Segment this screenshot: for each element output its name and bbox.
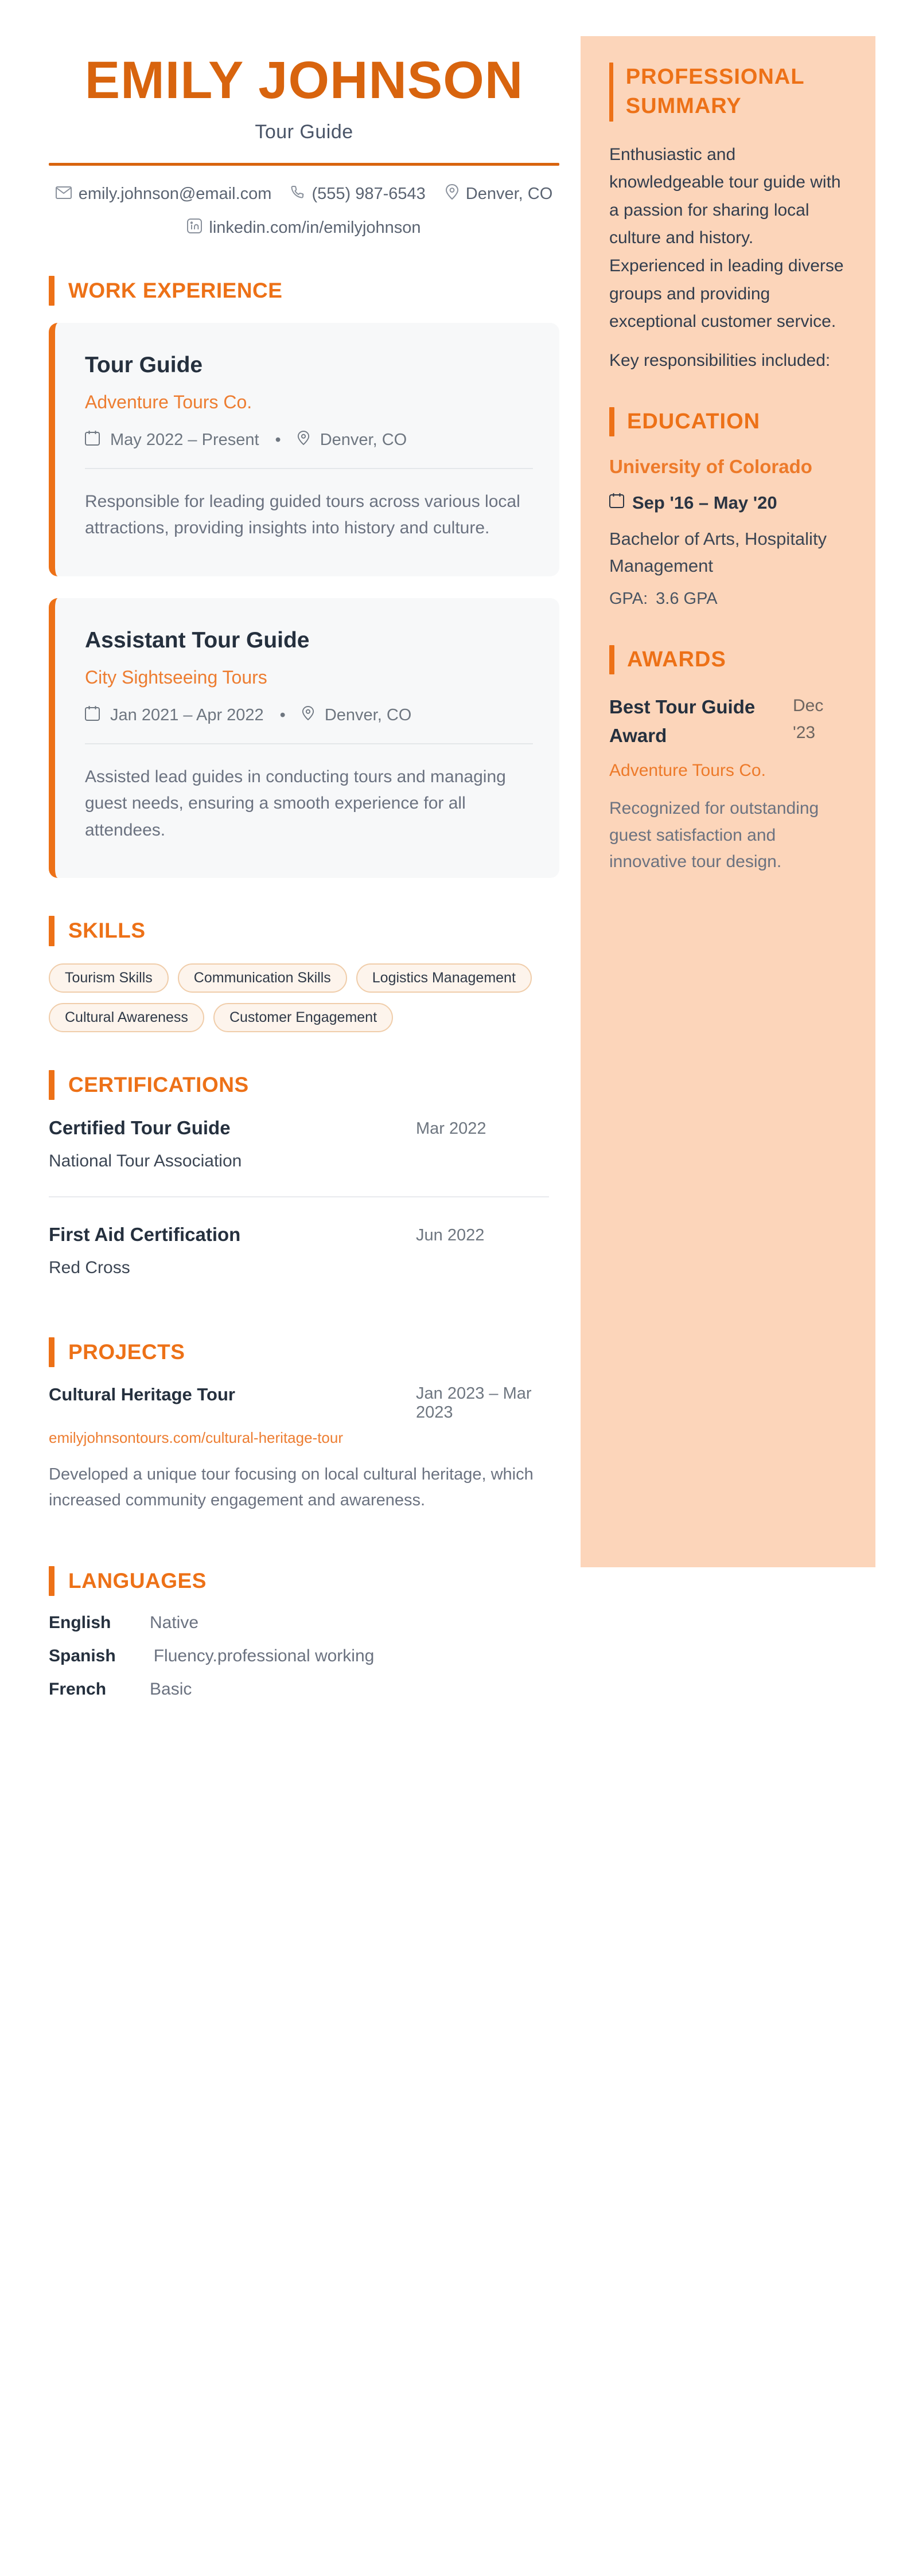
education-dates-row	[609, 493, 850, 513]
main-column	[49, 0, 559, 1713]
education-dates: Sep '16 – May '20	[632, 493, 777, 513]
job-dates: May 2022 – Present	[110, 431, 259, 450]
project-main	[49, 1384, 416, 1405]
section-title-skills: SKILLS	[68, 919, 146, 943]
section-accent-bar	[49, 276, 54, 306]
calendar-icon	[85, 705, 100, 726]
summary-text: Enthusiastic and knowledgeable tour guide with a passion for sharing local culture and history. Experienced in leading diverse groups and providing exceptional customer service.	[609, 145, 844, 331]
certification-issuer: Red Cross	[49, 1258, 130, 1277]
award-date: Dec '23	[793, 696, 824, 742]
project-item	[49, 1384, 559, 1422]
language-row	[49, 1613, 559, 1633]
section-accent-bar	[49, 1337, 54, 1367]
contact-location-text: Denver, CO	[465, 185, 553, 204]
location-pin-icon	[302, 706, 314, 725]
sidebar	[581, 36, 875, 1567]
award-description: Recognized for outstanding guest satisfaction and innovative tour design.	[609, 799, 819, 872]
certification-issuer: National Tour Association	[49, 1151, 242, 1170]
calendar-icon	[85, 430, 100, 451]
contact-email-text[interactable]: emily.johnson@email.com	[78, 185, 272, 204]
header-divider	[49, 163, 559, 166]
skills-list	[49, 963, 559, 1032]
certification-date: Jun 2022	[416, 1225, 485, 1244]
contact-row-linkedin	[49, 218, 559, 238]
certification-date: Mar 2022	[416, 1119, 486, 1138]
education-school: University of Colorado	[609, 456, 812, 478]
contact-location	[445, 184, 553, 205]
language-level: Basic	[150, 1680, 192, 1699]
sidebar-title-summary: PROFESSIONAL SUMMARY	[625, 65, 804, 119]
contact-linkedin	[187, 218, 421, 238]
project-link[interactable]: emilyjohnsontours.com/cultural-heritage-tour	[49, 1429, 344, 1447]
certification-main	[49, 1117, 416, 1171]
location-pin-icon	[297, 431, 310, 450]
language-level: Native	[150, 1613, 199, 1633]
sidebar-section-summary	[609, 63, 850, 122]
section-title-work: WORK EXPERIENCE	[68, 278, 283, 302]
section-skills	[49, 916, 559, 946]
job-card	[49, 598, 559, 879]
section-languages	[49, 1566, 559, 1596]
job-meta	[85, 705, 533, 726]
contact-email	[56, 185, 272, 204]
sidebar-section-education	[609, 407, 850, 436]
project-dates: Jan 2023 – Mar 2023	[416, 1384, 532, 1422]
job-location: Denver, CO	[324, 706, 412, 725]
person-title: Tour Guide	[255, 120, 353, 143]
section-title-languages: LANGUAGES	[68, 1568, 207, 1593]
job-dates: Jan 2021 – Apr 2022	[110, 706, 264, 725]
language-name: English	[49, 1613, 111, 1633]
meta-separator: •	[275, 431, 281, 450]
section-title-projects: PROJECTS	[68, 1340, 185, 1364]
contact-linkedin-text[interactable]: linkedin.com/in/emilyjohnson	[209, 218, 421, 237]
certification-name: Certified Tour Guide	[49, 1117, 231, 1138]
gpa-label: GPA:	[609, 590, 648, 608]
summary-subtext: Key responsibilities included:	[609, 350, 831, 370]
section-certifications	[49, 1070, 559, 1100]
job-location: Denver, CO	[320, 431, 407, 450]
job-company: City Sightseeing Tours	[85, 666, 267, 688]
award-name: Best Tour Guide Award	[609, 696, 756, 746]
job-meta	[85, 430, 533, 451]
section-projects	[49, 1337, 559, 1367]
job-description: Assisted lead guides in conducting tours and managing guest needs, ensuring a smooth experience for all attendees.	[85, 767, 506, 840]
job-description: Responsible for leading guided tours across various local attractions, providing insights into history and culture.	[85, 491, 520, 538]
certification-divider	[49, 1196, 549, 1197]
section-title-certifications: CERTIFICATIONS	[68, 1072, 249, 1096]
envelope-icon	[56, 185, 72, 204]
certification-item	[49, 1224, 559, 1278]
calendar-icon	[609, 493, 624, 513]
language-name: Spanish	[49, 1646, 116, 1666]
person-name: EMILY JOHNSON	[84, 51, 524, 110]
award-main	[609, 693, 793, 750]
skill-pill: Cultural Awareness	[49, 1003, 204, 1032]
sidebar-title-education: EDUCATION	[627, 409, 761, 434]
meta-separator: •	[279, 706, 286, 725]
award-item	[609, 693, 850, 750]
section-accent-bar	[609, 407, 614, 436]
skill-pill: Logistics Management	[356, 963, 532, 993]
location-pin-icon	[445, 184, 459, 205]
certification-item	[49, 1117, 559, 1171]
project-name: Cultural Heritage Tour	[49, 1384, 235, 1405]
skill-pill: Tourism Skills	[49, 963, 169, 993]
job-role: Tour Guide	[85, 352, 203, 377]
language-level: Fluency.professional working	[153, 1646, 375, 1666]
phone-icon	[291, 185, 305, 204]
section-accent-bar	[49, 1070, 54, 1100]
contact-phone	[291, 185, 425, 204]
language-name: French	[49, 1680, 107, 1699]
language-row	[49, 1646, 559, 1666]
language-row	[49, 1680, 559, 1699]
certification-name: First Aid Certification	[49, 1223, 241, 1245]
job-company: Adventure Tours Co.	[85, 391, 252, 412]
certification-main	[49, 1224, 416, 1278]
section-accent-bar	[609, 645, 614, 674]
education-degree: Bachelor of Arts, Hospitality Management	[609, 529, 827, 576]
linkedin-icon	[187, 218, 202, 238]
section-work-experience	[49, 276, 559, 306]
sidebar-title-awards: AWARDS	[627, 647, 726, 672]
contact-phone-text: (555) 987-6543	[312, 185, 426, 204]
section-accent-bar	[49, 1566, 54, 1596]
job-role: Assistant Tour Guide	[85, 627, 310, 653]
project-description: Developed a unique tour focusing on local cultural heritage, which increased community engagement and awareness.	[49, 1465, 534, 1510]
skill-pill: Customer Engagement	[213, 1003, 393, 1032]
section-accent-bar	[609, 63, 613, 122]
contact-row	[49, 184, 559, 205]
education-gpa-row	[609, 590, 850, 608]
job-card-divider	[85, 743, 533, 744]
job-card	[49, 323, 559, 576]
award-issuer: Adventure Tours Co.	[609, 761, 766, 780]
job-card-divider	[85, 468, 533, 469]
section-accent-bar	[49, 916, 54, 946]
gpa-value: 3.6 GPA	[656, 590, 718, 608]
skill-pill: Communication Skills	[178, 963, 347, 993]
sidebar-section-awards	[609, 645, 850, 674]
